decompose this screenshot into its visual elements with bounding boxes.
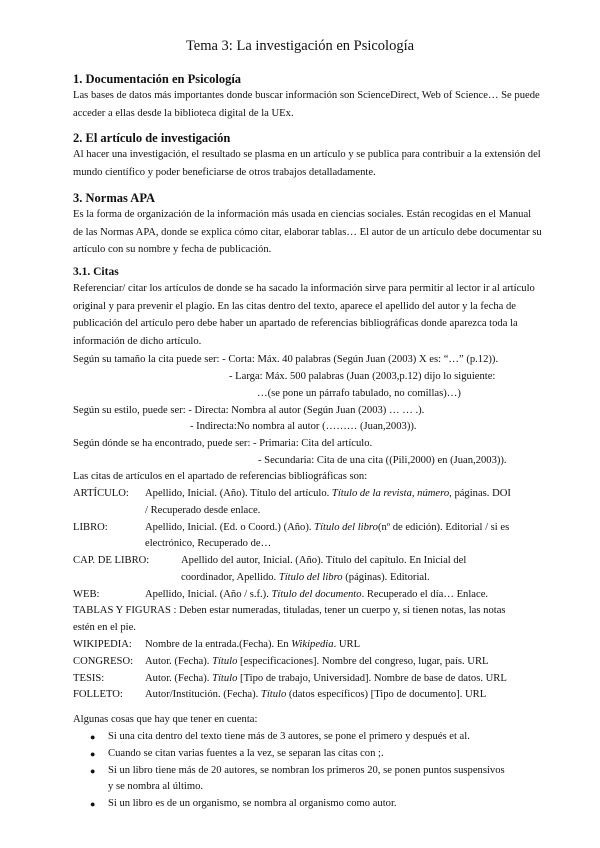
cite-found-secondary: - Secundaria: Cita de una cita ((Pili,2000) en (Juan,2003)). (258, 455, 507, 466)
ref-articulo-label: ARTÍCULO: (73, 488, 129, 499)
note-item: Si un libro tiene más de 20 autores, se nombran los primeros 20, se ponen puntos suspensivos (108, 765, 505, 776)
ref-web-label: WEB: (73, 589, 100, 600)
ref-articulo-format: Apellido, Inicial. (Año). Título del artículo. Título de la revista, número, páginas. DOI (145, 488, 511, 499)
ref-tesis-format: Autor. (Fecha). Título [Tipo de trabajo, Universidad]. Nombre de base de datos. URL (145, 673, 507, 684)
ref-tablas: TABLAS Y FIGURAS : Deben estar numeradas, tituladas, tener un cuerpo y, si tienen notas, las notas (73, 605, 506, 616)
cite-style-direct: Según su estilo, puede ser: - Directa: Nombra al autor (Según Juan (2003) … … .). (73, 405, 425, 416)
ref-congreso-format: Autor. (Fecha). Título [especificaciones]. Nombre del congreso, lugar, país. URL (145, 656, 489, 667)
cite-size-short: Según su tamaño la cita puede ser: - Corta: Máx. 40 palabras (Según Juan (2003) X es: “…” (p.12)). (73, 354, 499, 365)
note-item-cont: y se nombra al último. (108, 781, 204, 792)
ref-tesis-label: TESIS: (73, 673, 105, 684)
bullet-icon: ● (90, 766, 96, 776)
section-2-heading: 2. El artículo de investigación (73, 131, 231, 145)
ref-cap-format-cont: coordinador, Apellido. Título del libro (páginas). Editorial. (181, 572, 430, 583)
ref-folleto-label: FOLLETO: (73, 689, 123, 700)
note-item: Si un libro es de un organismo, se nombra al organismo como autor. (108, 798, 397, 809)
notes-intro: Algunas cosas que hay que tener en cuenta: (73, 714, 258, 725)
ref-cap-format: Apellido del autor, Inicial. (Año). Título del capítulo. En Inicial del (181, 555, 467, 566)
bullet-icon: ● (90, 732, 96, 742)
section-3-text: Es la forma de organización de la información más usada en ciencias sociales. Están recogidas en el Manual de las Normas APA, donde se explica cómo citar, elaborar tablas… El autor de un artículo debe documentar su artículo con su nombre y fecha de publicación. (73, 209, 542, 255)
bullet-icon: ● (90, 749, 96, 759)
section-1-heading: 1. Documentación en Psicología (73, 72, 242, 86)
cite-size-long: - Larga: Máx. 500 palabras (Juan (2003,p.12) dijo lo siguiente: (229, 371, 496, 382)
cite-found-primary: Según dónde se ha encontrado, puede ser: - Primaria: Cita del artículo. (73, 438, 373, 449)
ref-tablas-cont: estén en el pie. (73, 622, 136, 633)
section-3-1-heading: 3.1. Citas (73, 266, 119, 278)
ref-folleto-format: Autor/Institución. (Fecha). Título (datos específicos) [Tipo de documento]. URL (145, 689, 487, 700)
section-2-text: Al hacer una investigación, el resultado se plasma en un artículo y se publica para contribuir a la extensión del mundo científico y poder beneficiarse de otros trabajos detalladamente. (73, 149, 541, 178)
ref-libro-label: LIBRO: (73, 522, 108, 533)
section-1-text: Las bases de datos más importantes donde buscar información son ScienceDirect, Web of Science… Se puede acceder a ellas desde la biblioteca digital de la UEx. (73, 90, 540, 119)
bullet-icon: ● (90, 799, 96, 809)
ref-libro-format-cont: electrónico, Recuperado de… (145, 538, 272, 549)
ref-wiki-label: WIKIPEDIA: (73, 639, 132, 650)
note-item: Cuando se citan varias fuentes a la vez, se separan las citas con ;. (108, 748, 384, 759)
ref-articulo-format-cont: / Recuperado desde enlace. (145, 505, 261, 516)
section-3-1-text: Referenciar/ citar los artículos de donde se ha sacado la información sirve para permitir al lector ir al artículo original y para prevenir el plagio. En las citas dentro del texto, aparece el apellido del autor y la fecha de publicación del artículo pero debe haber un apartado de referencias bibliográficas donde aparezca toda la información de dicho artículo. (73, 283, 535, 347)
ref-cap-label: CAP. DE LIBRO: (73, 555, 150, 566)
cite-style-indirect: - Indirecta:No nombra al autor (……… (Juan,2003)). (190, 421, 417, 432)
cite-size-long-note: …(se pone un párrafo tabulado, no comillas)…) (257, 388, 461, 399)
ref-wiki-format: Nombre de la entrada.(Fecha). En Wikipedia. URL (145, 639, 361, 650)
refs-intro: Las citas de artículos en el apartado de referencias bibliográficas son: (73, 471, 368, 482)
ref-libro-format: Apellido, Inicial. (Ed. o Coord.) (Año). Título del libro(nº de edición). Editorial / si es (145, 522, 510, 533)
ref-web-format: Apellido, Inicial. (Año / s.f.). Título del documento. Recuperado el día… Enlace. (145, 589, 489, 600)
section-3-heading: 3. Normas APA (73, 191, 156, 205)
ref-congreso-label: CONGRESO: (73, 656, 134, 667)
document-title: Tema 3: La investigación en Psicología (185, 38, 415, 54)
note-item: Si una cita dentro del texto tiene más de 3 autores, se pone el primero y después et al. (108, 731, 470, 742)
